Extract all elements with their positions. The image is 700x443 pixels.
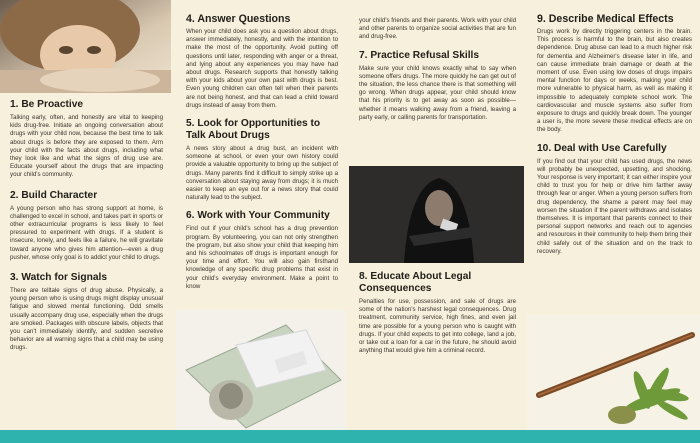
section-1-title: 1. Be Proactive (10, 99, 84, 110)
section-7-body: Make sure your child knows exactly what to say when someone offers drugs. The more quickly he can get out of the situation, the less chance there is that something will go wrong. When drugs appear, your child should know that his priority is to get away as soon as possible—whether it means walking away from a friend, leaving a party early, or calling parents for transportation. (359, 64, 516, 121)
column-1 (0, 0, 171, 430)
section-9-body: Drugs work by directly triggering centers in the brain. This process is harmful to the brain, but also creates dependence. Drug abuse can lead to a much higher risk for dementia and Alzheimer's disease later in life, and can cause immediate brain damage or death at the moment of use. Even using low doses of drugs impairs mental function for days or weeks, making your child more vulnerable to physical harm, as well as making it impossible to adequately complete school work. The cardiovascular and muscle systems also suffer from exposure to drugs and quickly break down. The younger a user is, the more severe these medical effects are on the body. (537, 28, 692, 134)
column-2 (176, 0, 346, 430)
section-2-body: A young person who has strong support at home, is challenged to excel in school, and takes part in sports or other extracurricular programs is less likely to feel pressured to experiment with drugs. If a student is insecure, lonely, and feels like a failure, he will gravitate toward anyone who gives him attention—even a drug pusher, whose only goal is to addict your child to drugs. (10, 204, 163, 261)
section-7-title: 7. Practice Refusal Skills (359, 49, 480, 61)
section-10-body: If you find out that your child has used drugs, the news will probably be unexpected, upsetting, and shocking. Your response is very important; it can either inspire your child to trust you for help or drive him farther away through fear or anger. When a young person suffers from drug dependency, the shame a parent may feel may worsen the situation if the parent withdraws and isolates themselves. It is important that parents connect to their personal support networks and reach out to agencies and resources in their community to help them bring their child safely out of the situation and on the track to recovery. (537, 157, 692, 255)
section-6-body: Find out if your child's school has a drug prevention program. By volunteering, you can not only strengthen the program, but also show your child that keeping him and his schoolmates off drugs is important enough for your time and effort. You will also gain firsthand knowledge of any specific drug problems that exist in your child's everyday environment. Make a point to know (186, 225, 338, 290)
section-1-body: Talking early, often, and honestly are vital to keeping kids drug-free. Initiate an ongoing conversation about drugs with your child now, because the best time to talk about drugs is before they are exposed to them. Arm your child with the facts about drugs, including what they look like and what the signs of drug use are. Educate yourself about the drugs that are impacting your child's community. (10, 114, 163, 179)
column-4 (527, 0, 700, 430)
section-5-title: 5. Look for Opportunities to Talk About Drugs (186, 118, 321, 142)
column-3 (349, 0, 524, 430)
section-4-body: When your child does ask you a question about drugs, answer immediately, honestly, and with the intention to make the most of the opportunity. Avoid putting off questions until later, responding with anger or a threat, and lying about any experiences you may have had about drugs. Research supports that honestly talking with your kids about your own past with drugs is best. Even young children can often tell when their parents are not being honest, and that can lead a child toward drugs instead of away from them. (186, 28, 338, 109)
section-5-body: A news story about a drug bust, an incident with someone at school, or even your own history could provide a valuable opportunity to bring up the subject of drugs. Many parents find it difficult to simply strike up a conversation about staying away from drugs; it is much easier to keep an eye out for a news story that could naturally lead to the subject. (186, 145, 338, 202)
section-2-title: 2. Build Character (10, 189, 98, 201)
pipe-and-cannabis-photo (527, 315, 700, 430)
teal-footer-bar (0, 430, 700, 443)
section-10-title: 10. Deal with Use Carefully (537, 142, 667, 154)
child-photo (0, 0, 171, 93)
section-6-continued: your child's friends and their parents. Work with your child and other parents to organize social activities that are fun and drug-free. (359, 17, 516, 41)
hooded-teen-photo (349, 166, 524, 263)
section-6-title: 6. Work with Your Community (186, 210, 330, 222)
section-8-title: 8. Educate About Legal Consequences (359, 271, 472, 294)
section-4-title: 4. Answer Questions (186, 13, 291, 25)
section-8-body: Penalties for use, possession, and sale of drugs are some of the nation's harshest legal consequences. Drug treatment, community service, high fines, and even jail time are possible for a young person who is caught with drugs. If your child expects to get into college, land a job, or take out a loan for a car in the future, he should avoid anything that would give him a criminal record. (359, 298, 516, 355)
money-and-drugs-photo (176, 310, 346, 430)
section-9-title: 9. Describe Medical Effects (537, 13, 674, 25)
section-3-title: 3. Watch for Signals (10, 272, 107, 284)
section-3-body: There are telltale signs of drug abuse. Physically, a young person who is using drugs might display unusual fatigue and slowed mental functioning. Odd smells usually accompany drug use, especially when the drugs are smoked. Packages with obscure labels, objects that you can't immediately identify, and sudden secretive behavior are all warning signs that a child may be using drugs. (10, 287, 163, 352)
